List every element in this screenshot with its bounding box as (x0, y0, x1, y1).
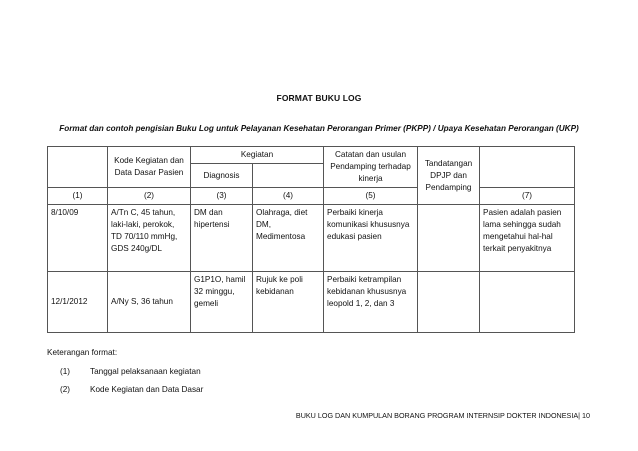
header-diagnosis: Diagnosis (191, 164, 253, 188)
document-subtitle: Format dan contoh pengisian Buku Log untuk Pelayanan Kesehatan Perorangan Primer (PKPP) / Upaya Kesehatan Perorangan (UKP) (59, 124, 579, 133)
col-number-3: (3) (191, 188, 253, 205)
number-row (48, 188, 575, 205)
notes-label: Keterangan format: (47, 348, 118, 357)
header-tandatangan: Tandatangan DPJP dan Pendamping (418, 147, 480, 205)
row2-tandatangan (418, 272, 480, 333)
note-item (60, 367, 201, 376)
row2-catatan: Perbaiki ketrampilan kebidanan khususnya leopold 1, 2, dan 3 (324, 272, 418, 333)
header-kegiatan: Kegiatan (191, 147, 324, 164)
row2-diagnosis: G1P1O, hamil 32 minggu, gemeli (191, 272, 253, 333)
col-number-5: (5) (324, 188, 418, 205)
header-row-1 (48, 147, 575, 164)
page-footer: BUKU LOG DAN KUMPULAN BORANG PROGRAM INTERNSIP DOKTER INDONESIA| 10 (295, 411, 590, 420)
table-row (48, 205, 575, 272)
row2-kegiatan: Rujuk ke poli kebidanan (253, 272, 324, 333)
row1-diagnosis: DM dan hipertensi (191, 205, 253, 272)
header-cell-blank-4 (253, 164, 324, 188)
note-item (60, 385, 203, 394)
row1-tandatangan (418, 205, 480, 272)
header-cell-blank (48, 147, 108, 188)
header-cell-blank-7 (480, 147, 575, 188)
col-number-1: (1) (48, 188, 108, 205)
row2-kode: A/Ny S, 36 tahun (108, 272, 191, 333)
document-title: FORMAT BUKU LOG (276, 93, 362, 103)
header-catatan: Catatan dan usulan Pendamping terhadap kinerja (324, 147, 418, 188)
col-number-2: (2) (108, 188, 191, 205)
row1-keterangan: Pasien adalah pasien lama sehingga sudah mengetahui hal-hal terkait penyakitnya (480, 205, 575, 272)
row1-date: 8/10/09 (48, 205, 108, 272)
row2-keterangan (480, 272, 575, 333)
header-kode: Kode Kegiatan dan Data Dasar Pasien (108, 147, 191, 188)
note-number: (2) (60, 385, 71, 394)
note-text: Kode Kegiatan dan Data Dasar (90, 385, 204, 394)
row1-catatan: Perbaiki kinerja komunikasi khususnya edukasi pasien (324, 205, 418, 272)
col-number-4: (4) (253, 188, 324, 205)
row1-kegiatan: Olahraga, diet DM, Medimentosa (253, 205, 324, 272)
row2-date: 12/1/2012 (48, 272, 108, 333)
note-number: (1) (60, 367, 71, 376)
row1-kode: A/Tn C, 45 tahun, laki-laki, perokok, TD 70/110 mmHg, GDS 240g/DL (108, 205, 191, 272)
note-text: Tanggal pelaksanaan kegiatan (90, 367, 201, 376)
table-row (48, 272, 575, 333)
col-number-7: (7) (480, 188, 575, 205)
log-table (47, 146, 575, 333)
